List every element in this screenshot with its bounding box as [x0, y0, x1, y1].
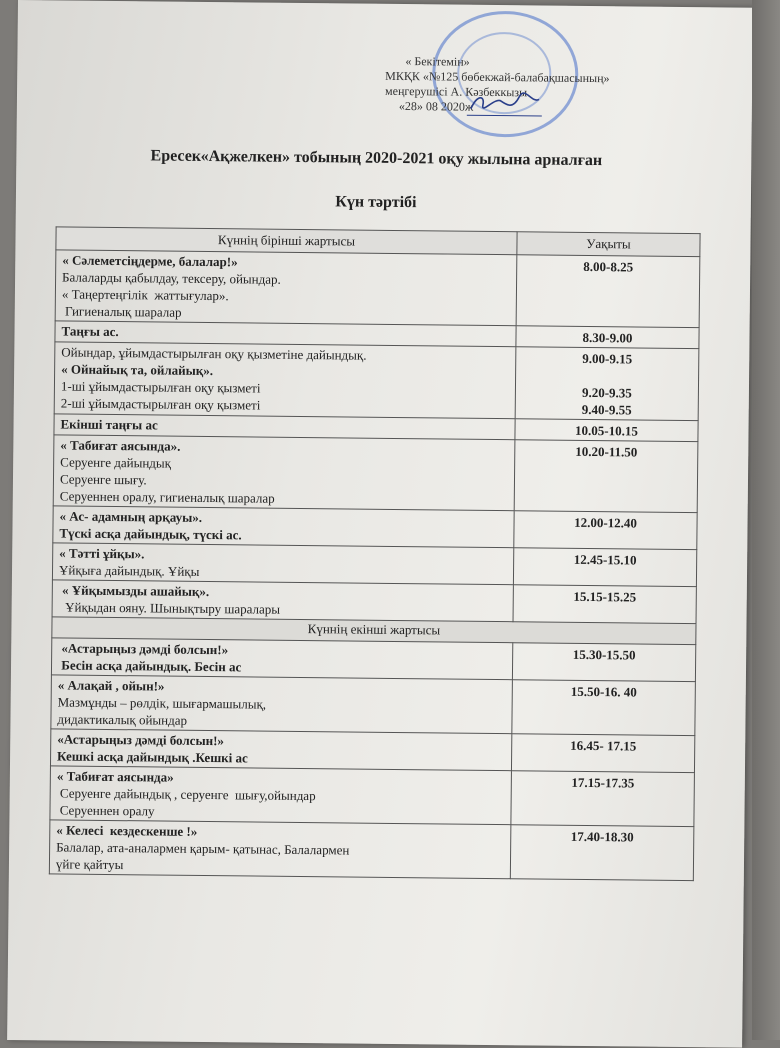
time-cell: [510, 825, 694, 881]
column-header-activity: Күннің бірінші жартысы: [56, 227, 517, 255]
time-value: 15.30-15.50: [572, 646, 636, 663]
activity-line: « Сәлеметсіңдерме, балалар!»: [62, 252, 238, 270]
time-cell: [511, 734, 694, 773]
activity-cell: [53, 435, 515, 511]
time-value: 10.20-11.50: [575, 443, 638, 460]
approval-manager: меңгерушісі А. Кәзбеккызы: [384, 83, 528, 100]
activity-line: Ұйқыға дайындық. Ұйқы: [58, 562, 200, 579]
column-header-time: Уақыты: [517, 232, 700, 257]
time-value: 15.15-15.25: [573, 588, 637, 605]
time-value: 16.45- 17.15: [570, 737, 637, 754]
activity-line: « Ас- адамның арқауы».: [59, 508, 203, 525]
table-row: [49, 820, 694, 881]
table-row: [51, 675, 696, 736]
activity-line: Екінші таңғы ас: [60, 416, 158, 433]
section-second-half: Күннің екінші жартысы: [52, 617, 696, 645]
time-value: 17.40-18.30: [570, 828, 634, 845]
time-value: [522, 366, 692, 385]
time-value: 9.00-9.15: [582, 350, 633, 367]
activity-line: « Табиғат аясында»: [56, 768, 174, 785]
activity-line: Балалар, ата-аналармен қарым- қатынас, Балалармен: [56, 839, 350, 858]
time-value: 9.40-9.55: [581, 401, 632, 418]
activity-line: « Ұйқымызды ашайық».: [58, 582, 210, 600]
time-cell: [514, 440, 698, 513]
activity-cell: [51, 675, 513, 734]
time-value: 15.50-16. 40: [570, 683, 637, 700]
activity-cell: [50, 729, 511, 771]
activity-line: Мазмұнды – рөлдік, шығармашылық,: [57, 694, 267, 712]
table-row: [53, 435, 698, 513]
time-cell: [516, 326, 699, 349]
time-value: 8.30-9.00: [582, 329, 633, 346]
time-cell: [515, 347, 699, 421]
time-cell: [516, 255, 700, 328]
activity-line: Түскі асқа дайындық, түскі ас.: [59, 525, 242, 543]
activity-cell: [52, 580, 513, 622]
activity-line: Серуеннен оралу: [56, 802, 155, 819]
document-title: Ересек«Ақжелкен» тобының 2020-2021 оқу жылына арналған: [150, 147, 603, 170]
activity-line: Гигиеналық шаралар: [61, 303, 182, 320]
time-cell: [513, 585, 696, 624]
activity-line: «Астарыңыз дәмді болсын!»: [57, 731, 225, 749]
activity-line: « Алақай , ойын!»: [57, 677, 165, 694]
activity-line: « Тәтті ұйқы».: [59, 545, 145, 562]
time-value: 10.05-10.15: [575, 422, 639, 439]
time-cell: [513, 548, 696, 587]
table-row: [50, 766, 695, 827]
activity-line: « Ойнайық та, ойлайық».: [61, 361, 214, 379]
time-value: 9.20-9.35: [581, 384, 632, 401]
table-row: [55, 250, 700, 328]
activity-line: Серуенге шығу.: [59, 471, 147, 488]
activity-line: дидактикалық ойындар: [57, 711, 188, 728]
activity-line: Серуенге дайындық: [60, 454, 172, 471]
activity-line: « Табиғат аясында».: [60, 437, 181, 454]
activity-line: Кешкі асқа дайындық .Кешкі ас: [57, 748, 248, 766]
activity-cell: [53, 506, 514, 548]
time-value: 12.45-15.10: [573, 551, 637, 568]
activity-line: 2-ші ұйымдастырылған оқу қызметі: [60, 395, 261, 413]
activity-line: Ұйқыдан ояну. Шынықтыру шаралары: [58, 599, 281, 617]
activity-line: 1-ші ұйымдастырылған оқу қызметі: [60, 378, 261, 396]
time-cell: [511, 771, 695, 827]
activity-cell: [51, 638, 512, 680]
document-sheet: [7, 0, 753, 1048]
approval-date: «28» 08 2020ж: [398, 98, 474, 114]
activity-cell: [50, 766, 512, 825]
time-cell: [512, 680, 696, 736]
time-value: 8.00-8.25: [583, 258, 634, 275]
document-subtitle: Күн тәртібі: [335, 193, 417, 212]
time-value: 12.00-12.40: [574, 514, 638, 531]
activity-cell: [49, 820, 511, 879]
activity-line: « Таңертеңгілік жаттығулар».: [61, 286, 229, 304]
activity-line: Ойындар, ұйымдастырылған оқу қызметіне дайындық.: [61, 344, 367, 363]
signature: [467, 91, 542, 117]
activity-line: Серуенге дайындық , серуенге шығу,ойындар: [56, 785, 316, 804]
activity-cell: [52, 543, 513, 585]
activity-line: Серуеннен оралу, гигиеналық шаралар: [59, 488, 275, 506]
activity-line: Балаларды қабылдау, тексеру, ойындар.: [62, 269, 281, 287]
schedule-table: [49, 226, 701, 881]
time-value: 17.15-17.35: [571, 774, 635, 791]
activity-line: үйге қайтуы: [55, 856, 124, 873]
activity-line: Таңғы ас.: [61, 323, 119, 340]
approval-heading: « Бекітемін»: [405, 54, 470, 69]
time-cell: [512, 643, 695, 682]
activity-line: Бесін асқа дайындық. Бесін ас: [57, 657, 242, 675]
activity-line: « Келесі кездескенше !»: [56, 822, 198, 839]
table-row: [54, 342, 699, 421]
activity-line: «Астарыңыз дәмді болсын!»: [58, 640, 229, 658]
activity-cell: [54, 342, 516, 419]
background-edge: [752, 0, 780, 1040]
time-cell: [515, 419, 698, 442]
activity-cell: [55, 250, 517, 326]
approval-organization: МКҚК «№125 бөбекжай-балабақшасының»: [385, 68, 610, 86]
time-cell: [514, 511, 697, 550]
